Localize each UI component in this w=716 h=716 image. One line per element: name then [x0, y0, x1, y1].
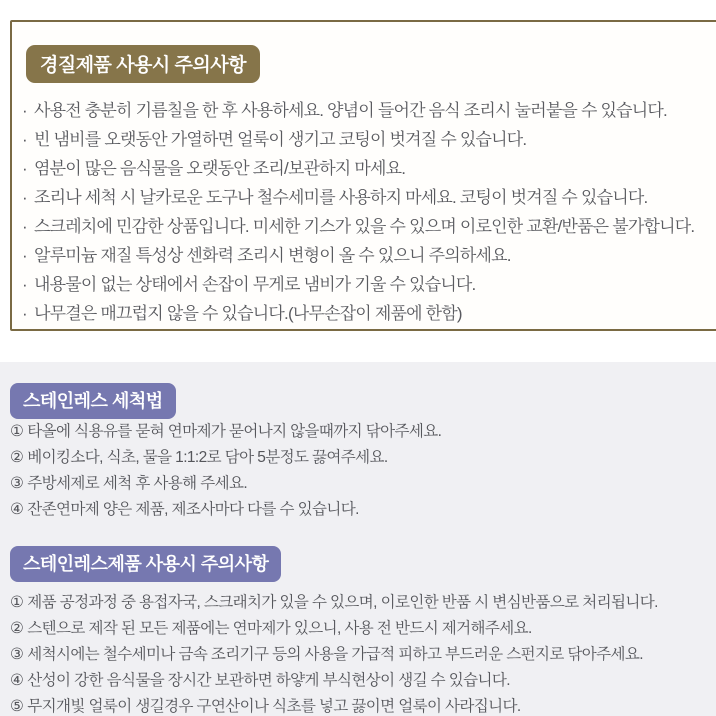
list-item-text: 염분이 많은 음식물을 오랫동안 조리/보관하지 마세요.	[34, 159, 406, 178]
circled-number: ③	[10, 475, 24, 492]
list-item	[10, 590, 658, 616]
bullet-dot: ·	[22, 159, 27, 178]
list-item-text: 제품 공정과정 중 용접자국, 스크래치가 있을 수 있으며, 이로인한 반품 시 변심반품으로 처리됩니다.	[27, 594, 658, 611]
list-item-text: 잔존연마제 양은 제품, 제조사마다 다를 수 있습니다.	[27, 501, 359, 518]
bullet-dot: ·	[22, 101, 27, 120]
circled-number: ③	[10, 646, 24, 663]
list-item-text: 주방세제로 세척 후 사용해 주세요.	[27, 475, 248, 492]
list-item	[22, 241, 694, 270]
hard-product-caution-list	[22, 96, 694, 328]
list-item-text: 스크레치에 민감한 상품입니다. 미세한 기스가 있을 수 있으며 이로인한 교환/반품은 불가합니다.	[34, 217, 695, 236]
list-item	[10, 445, 441, 471]
circled-number: ⑤	[10, 698, 24, 715]
bullet-dot: ·	[22, 130, 27, 149]
list-item	[10, 497, 441, 523]
stainless-caution-title-badge: 스테인레스제품 사용시 주의사항	[10, 546, 281, 582]
circled-number: ④	[10, 672, 24, 689]
list-item-text: 사용전 충분히 기름칠을 한 후 사용하세요. 양념이 들어간 음식 조리시 눌러붙을 수 있습니다.	[34, 101, 667, 120]
bullet-dot: ·	[22, 188, 27, 207]
bullet-dot: ·	[22, 246, 27, 265]
list-item	[10, 694, 658, 716]
list-item-text: 산성이 강한 음식물을 장시간 보관하면 하얗게 부식현상이 생길 수 있습니다.	[27, 672, 510, 689]
list-item-text: 스텐으로 제작 된 모든 제품에는 연마제가 있으니, 사용 전 반드시 제거해주세요.	[27, 620, 532, 637]
list-item-text: 알루미늄 재질 특성상 센화력 조리시 변형이 올 수 있으니 주의하세요.	[34, 246, 511, 265]
list-item	[10, 642, 658, 668]
circled-number: ②	[10, 620, 24, 637]
bullet-dot: ·	[22, 304, 27, 323]
list-item-text: 세척시에는 철수세미나 금속 조리기구 등의 사용을 가급적 피하고 부드러운 스펀지로 닦아주세요.	[27, 646, 643, 663]
list-item	[10, 668, 658, 694]
circled-number: ①	[10, 594, 24, 611]
hard-product-caution-box	[10, 20, 716, 331]
list-item	[22, 125, 694, 154]
circled-number: ②	[10, 449, 24, 466]
stainless-caution-list	[10, 590, 658, 716]
list-item-text: 무지개빛 얼룩이 생길경우 구연산이나 식초를 넣고 끓이면 얼룩이 사라집니다.	[27, 698, 521, 715]
list-item-text: 타올에 식용유를 묻혀 연마제가 묻어나지 않을때까지 닦아주세요.	[27, 423, 442, 440]
list-item	[22, 183, 694, 212]
hard-product-caution-title-badge: 경질제품 사용시 주의사항	[26, 45, 260, 83]
list-item-text: 나무결은 매끄럽지 않을 수 있습니다.(나무손잡이 제품에 한함)	[34, 304, 462, 323]
bullet-dot: ·	[22, 217, 27, 236]
list-item	[10, 419, 441, 445]
list-item-text: 내용물이 없는 상태에서 손잡이 무게로 냄비가 기울 수 있습니다.	[34, 275, 476, 294]
list-item	[22, 96, 694, 125]
list-item	[10, 616, 658, 642]
list-item	[22, 154, 694, 183]
list-item	[10, 471, 441, 497]
list-item-text: 조리나 세척 시 날카로운 도구나 철수세미를 사용하지 마세요. 코팅이 벗겨질 수 있습니다.	[34, 188, 648, 207]
stainless-info-area	[0, 362, 716, 716]
circled-number: ①	[10, 423, 24, 440]
stainless-wash-list	[10, 419, 441, 523]
stainless-wash-title-badge: 스테인레스 세척법	[10, 383, 176, 419]
circled-number: ④	[10, 501, 24, 518]
list-item	[22, 299, 694, 328]
bullet-dot: ·	[22, 275, 27, 294]
list-item-text: 베이킹소다, 식초, 물을 1:1:2로 담아 5분정도 끓여주세요.	[27, 449, 388, 466]
list-item-text: 빈 냄비를 오랫동안 가열하면 얼룩이 생기고 코팅이 벗겨질 수 있습니다.	[34, 130, 527, 149]
list-item	[22, 270, 694, 299]
list-item	[22, 212, 694, 241]
